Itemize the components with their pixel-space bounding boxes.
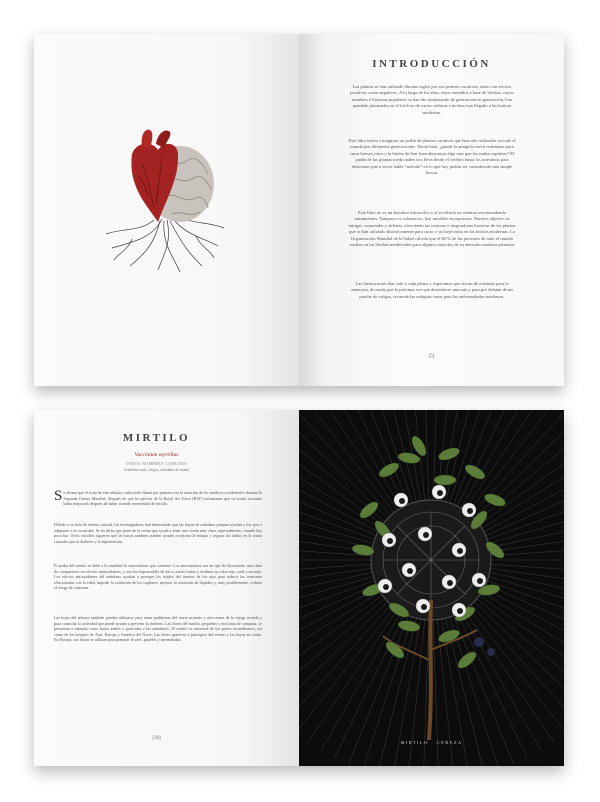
book-spread-introduction <box>34 34 564 386</box>
intro-paragraph: Este libro no es un absoluto instructivo y al escribirlo no estamos recomendando tratamientos. Tampoco es exhaustivo; hay notables excepciones. Nuestro objetivo es intrigar, sorprender y deleitar, ofreciendo las curiosas e inspiradoras historias de las plantas que se han utilizado históricamente para curar y su trayectoria en las boticas modernas. La Organización Mundial de la Salud calcula que el 80 % de las personas de todo el mundo confían en las hierbas medicinales para algunos aspectos de su atención sanitaria primaria. <box>348 210 516 248</box>
body-paragraph: El poder del mirtilo se debe a la cantidad de antocianinas que contiene. Los antocianinos son un tipo de flavonoide, una clase de compuestos con efectos antioxidantes, y son los responsables de dar a ciertas frutas y verduras su color rojo, azul o morado. Los efectos antioxidantes del arándano ayudan a proteger los tejidos del interior de los ojos para reducir las tensiones relacionadas con la edad, impedir la oxidación de los capilares, mejorar la retención de líquidos y, muy posiblemente, reducir el riesgo de cataratas. <box>54 563 262 590</box>
body-paragraph: Debido a su beta de estima cultural, los investigadores han demostrado que las bayas de arándano púrpura ayudan a los ojos a adaptarse a la oscuridad. Se ha dicho que parte de la retina que ayuda a tener una visión más clara, especialmente, cuando hay poca luz. Otros estudios sugieren que las bayas también pueden ayudar a mejorar la miopía y reparar los daños en la retina causados por la diabetes y la hipertensión. <box>54 522 262 544</box>
eyeball-shape <box>378 579 392 593</box>
book-spread-mirtilo <box>34 410 564 766</box>
page-number: [30] <box>152 736 161 741</box>
eyeball-shape <box>472 573 486 587</box>
body-paragraph-text: e afirma que el fruto de este arbusto caducifolio llamó por primera vez la atención de los médicos occidentales durante la Segunda Guerra Mundial, después de que los pilotos de la Royal Air Force (RAF) informaran que su visión nocturna había mejorado después de haber comido mermelada de mirtilo. <box>63 490 262 506</box>
eyeball-shape <box>442 575 456 589</box>
right-page-artwork <box>299 410 564 766</box>
eyeball-shape <box>452 603 466 617</box>
intro-paragraph: Las plantas se han utilizado durante siglos por sus poderes curativos, tanto con efectos positivos como negativos. A lo largo de los años, estos remedios a base de hierbas, cuyos nombres e historias populares se han ido traspasando de generación en generación, han quedado plasmados en el folclore de varias culturas e incluso han llegado a las boticas modernas. <box>350 84 514 115</box>
eyeball-shape <box>462 503 476 517</box>
page-title: INTRODUCCIÓN <box>372 58 491 70</box>
leaf-shape <box>434 475 456 485</box>
body-paragraph: Las hojas del arbusto también pueden utilizarse para tratar problemas del tracto urinario y afecciones de la vejiga irritada y para controlar la actividad que puede ayudar a prevenir la diabetes. Las flores del mirtilo, pequeñas y en forma de campana, se presentan a menudo como bayas azules y parecidas a los arándanos. El mirtilo es ancestral de los países escandinavos, así como de los bosques de Asia, Europa y América del Norte. Las flores aparecen a principios del verano y las bayas en otoño. En Europa, sus frutos se utilizan para preparar licores, pasteles y mermeladas. <box>54 615 262 642</box>
other-names-label: OTROS NOMBRES COMUNES <box>125 462 188 466</box>
right-page-introduction <box>299 34 564 386</box>
artwork-caption: MIRTILO · CEREZA <box>400 740 463 745</box>
other-names: Arándano azul, ortigas, arándano de monte <box>123 468 190 472</box>
eyeball-shape <box>418 527 432 541</box>
intro-paragraph: Las ilustraciones dan vida a cada planta y esperamos que sirvan de estímulo para la memoria, de modo que la próxima vez que desentierre una raíz o pase por delante de un parche de ortigas, recuerde las antiguas curas para las enfermedades modernas. <box>351 281 513 299</box>
left-page-mirtilo-text <box>34 410 299 766</box>
eyeball-shape <box>402 563 416 577</box>
eyeball-shape <box>452 543 466 557</box>
page-number: [5] <box>428 354 435 359</box>
bilberry-eyes-illustration-image <box>299 410 564 766</box>
eyeball-shape <box>416 599 430 613</box>
left-page-heart-illustration <box>34 34 299 386</box>
latin-name: Vaccinium myrtillus <box>134 452 179 458</box>
plant-title: MIRTILO <box>122 432 191 444</box>
intro-paragraph: Este libro invita a imaginar un jardín de plantas curativas que han sido utilizadas en todo el mundo por diferentes generaciones. Ahora bien, ¿puede la amapola servir realmente para curar huesos rotos y la hierba de San Juan ahuyentar algo más que los malos espíritus? El jardín de las plantas medicinales nos lleva desde el cerebro hasta los intestinos para demostrar que a veces habla “método” en lo que hoy podría ser considerado una simple locura. <box>348 138 516 176</box>
dropcap-letter: S <box>54 488 63 504</box>
anatomical-heart-with-roots-image <box>92 124 232 274</box>
eyeball-shape <box>432 485 446 499</box>
eyeball-shape <box>394 493 408 507</box>
eyeball-shape <box>382 533 396 547</box>
body-paragraph <box>54 490 262 507</box>
